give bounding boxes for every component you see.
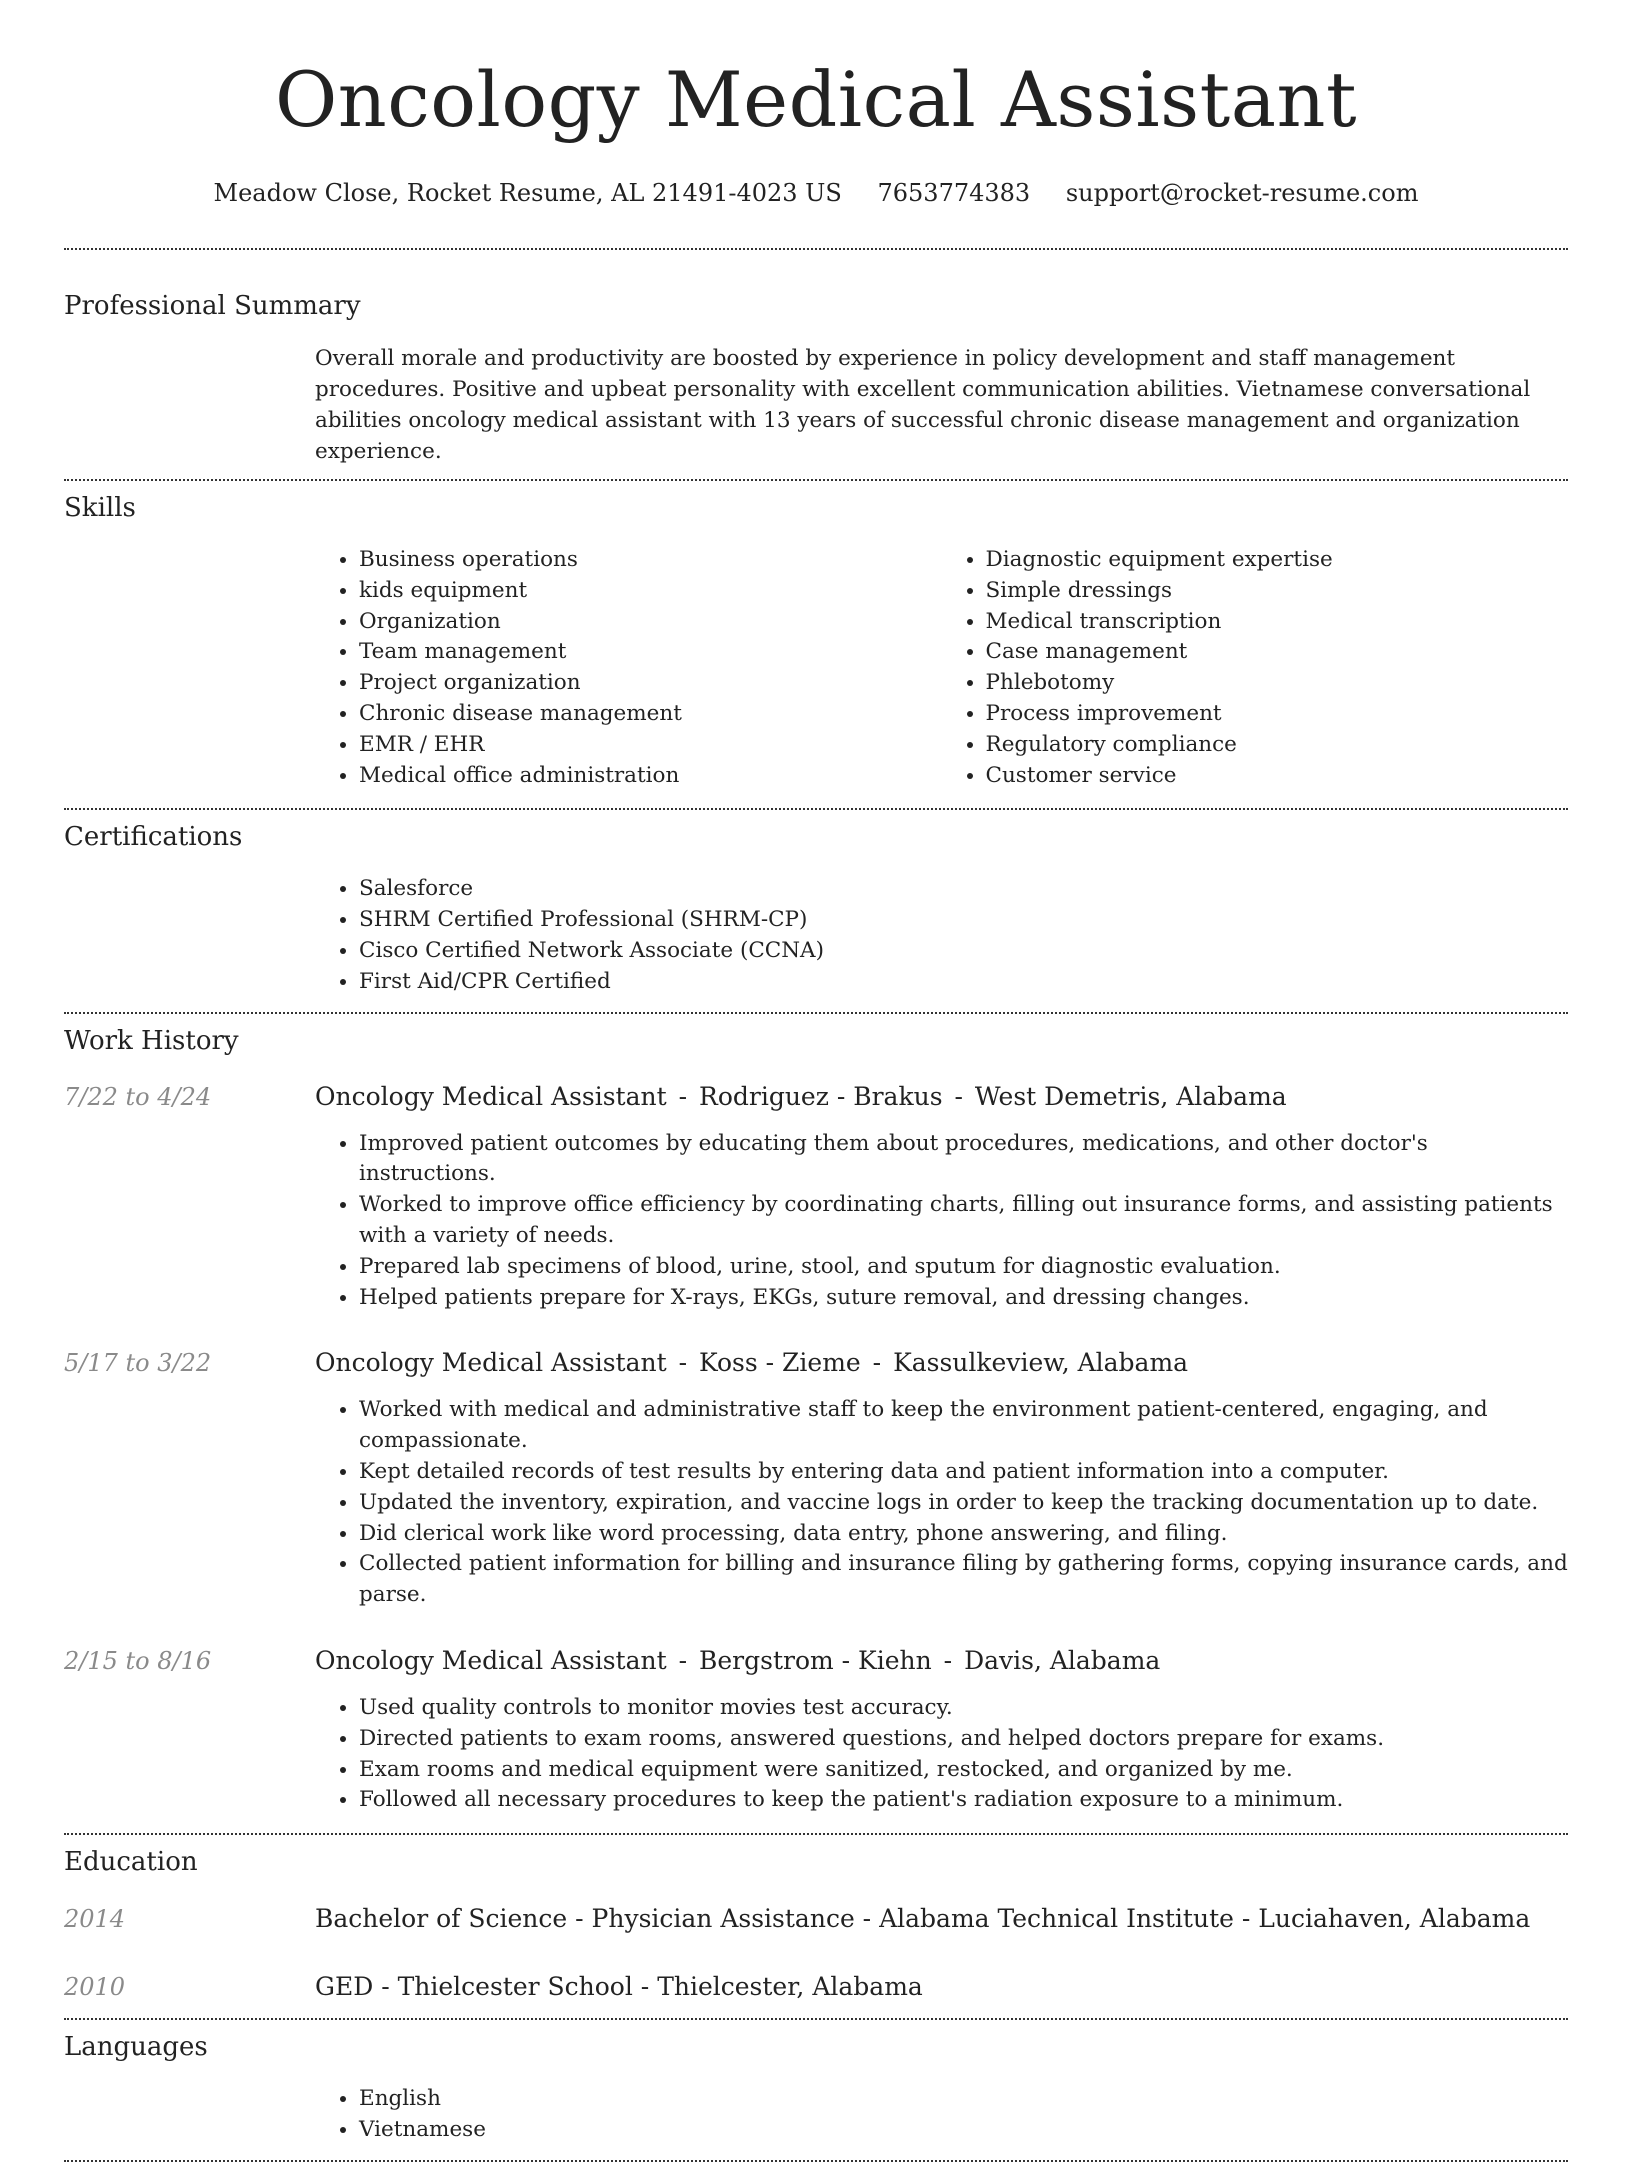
job-header [64, 1081, 1568, 1113]
job-heading: Oncology Medical Assistant - Rodriguez - Brakus - West Demetris, Alabama [315, 1081, 1287, 1111]
education-section [64, 1845, 1568, 2003]
list-item: • Diagnostic equipment expertise [986, 545, 1569, 576]
list-item: • Project organization [359, 668, 942, 699]
list-item: • EMR / EHR [359, 730, 942, 761]
section-title-summary: Professional Summary [64, 291, 361, 321]
divider [64, 1833, 1568, 1835]
list-item: • Helped patients prepare for X-rays, EKGs, suture removal, and dressing changes. [359, 1283, 1568, 1314]
education-text: GED - Thielcester School - Thielcester, Alabama [315, 1972, 923, 2002]
list-item: • Prepared lab specimens of blood, urine, stool, and sputum for diagnostic evaluation. [359, 1252, 1568, 1283]
job-details [315, 1395, 1568, 1611]
list-item: • Worked to improve office efficiency by coordinating charts, filling out insurance forms, and assisting patients with a variety of needs. [359, 1190, 1568, 1252]
job-location: Kassulkeview, Alabama [893, 1348, 1189, 1378]
skills-section [64, 491, 1568, 791]
list-item: • Improved patient outcomes by educating them about procedures, medications, and other doctor's instructions. [359, 1129, 1568, 1191]
list-item: • Directed patients to exam rooms, answered questions, and helped doctors prepare for exams. [359, 1724, 1568, 1755]
job-bullets [315, 1693, 1568, 1816]
section-title-certifications: Certifications [64, 822, 243, 853]
list-item: • Worked with medical and administrative staff to keep the environment patient-centered, engaging, and compassionate. [359, 1395, 1568, 1457]
list-item: • Chronic disease management [359, 699, 942, 730]
divider [64, 479, 1568, 481]
job-title: Oncology Medical Assistant [315, 1348, 667, 1378]
list-item: • Used quality controls to monitor movies test accuracy. [359, 1693, 1568, 1724]
skills-columns [315, 545, 1568, 791]
skills-list-left [315, 545, 942, 791]
job-company: Rodriguez - Brakus [699, 1081, 943, 1111]
job-heading: Oncology Medical Assistant - Koss - Zieme - Kassulkeview, Alabama [315, 1348, 1189, 1378]
list-item: • Vietnamese [359, 2115, 1568, 2146]
list-item: • Cisco Certified Network Associate (CCNA) [359, 936, 1568, 967]
section-title-skills: Skills [64, 493, 136, 523]
list-item: • English [359, 2084, 1568, 2115]
languages-content [315, 2084, 1568, 2146]
list-item: • Process improvement [986, 699, 1569, 730]
certifications-section [64, 820, 1568, 997]
list-item: • Regulatory compliance [986, 730, 1569, 761]
list-item: • Phlebotomy [986, 668, 1569, 699]
job-title: Oncology Medical Assistant [315, 1645, 667, 1675]
list-item: • kids equipment [359, 576, 942, 607]
divider [64, 2160, 1568, 2162]
list-item: • SHRM Certified Professional (SHRM-CP) [359, 905, 1568, 936]
certifications-content [315, 874, 1568, 997]
job-dates: 2/15 to 8/16 [64, 1646, 212, 1675]
divider [64, 2018, 1568, 2020]
job-title: Oncology Medical Assistant [315, 1081, 667, 1111]
job-header [64, 1645, 1568, 1677]
contact-address: Meadow Close, Rocket Resume, AL 21491-4023 US [213, 179, 842, 207]
job-entry [64, 1081, 1568, 1314]
summary-text: Overall morale and productivity are boosted by experience in policy development and staff management procedures. Positive and upbeat personality with excellent communication abilities. Vietnamese conversational abilities oncology medical assistant with 13 years of successful chronic disease management and organization experience. [315, 346, 1531, 464]
list-item: • Followed all necessary procedures to keep the patient's radiation exposure to a minimum. [359, 1785, 1568, 1816]
certifications-list [315, 874, 1568, 997]
list-item: • Team management [359, 637, 942, 668]
job-company: Bergstrom - Kiehn [699, 1645, 932, 1675]
education-entry [64, 1903, 1568, 1935]
job-dates: 5/17 to 3/22 [64, 1349, 212, 1378]
list-item: • Medical office administration [359, 761, 942, 792]
summary-section [64, 289, 1568, 467]
job-entry [64, 1645, 1568, 1816]
languages-section [64, 2030, 1568, 2146]
contact-phone: 7653774383 [877, 179, 1031, 207]
list-item: • Did clerical work like word processing, data entry, phone answering, and filing. [359, 1519, 1568, 1550]
job-bullets [315, 1129, 1568, 1314]
section-title-education: Education [64, 1847, 198, 1878]
job-details [315, 1693, 1568, 1816]
list-item: • Salesforce [359, 874, 1568, 905]
job-entry [64, 1347, 1568, 1611]
job-bullets [315, 1395, 1568, 1611]
list-item: • Case management [986, 637, 1569, 668]
contact-email: support@rocket-resume.com [1065, 179, 1419, 207]
education-entry [64, 1971, 1568, 2003]
skills-list-right [942, 545, 1569, 791]
job-location: West Demetris, Alabama [974, 1081, 1287, 1111]
job-location: Davis, Alabama [964, 1645, 1161, 1675]
list-item: • Business operations [359, 545, 942, 576]
list-item: • Exam rooms and medical equipment were sanitized, restocked, and organized by me. [359, 1755, 1568, 1786]
divider [64, 1012, 1568, 1014]
job-details [315, 1129, 1568, 1314]
job-header [64, 1347, 1568, 1379]
section-title-work: Work History [64, 1025, 239, 1056]
contact-line [64, 178, 1568, 208]
education-year: 2014 [64, 1905, 126, 1934]
education-text: Bachelor of Science - Physician Assistance - Alabama Technical Institute - Luciahaven, Alabama [315, 1904, 1531, 1934]
education-year: 2010 [64, 1973, 126, 2002]
list-item: • First Aid/CPR Certified [359, 967, 1568, 998]
list-item: • Kept detailed records of test results by entering data and patient information into a computer. [359, 1457, 1568, 1488]
work-history-section [64, 1024, 1568, 1817]
list-item: • Medical transcription [986, 607, 1569, 638]
job-company: Koss - Zieme [699, 1348, 861, 1378]
list-item: • Collected patient information for billing and insurance filing by gathering forms, copying insurance cards, and parse. [359, 1549, 1568, 1611]
list-item: • Simple dressings [986, 576, 1569, 607]
divider [64, 248, 1568, 250]
languages-list [315, 2084, 1568, 2146]
divider [64, 808, 1568, 810]
list-item: • Customer service [986, 761, 1569, 792]
candidate-name: Oncology Medical Assistant [274, 55, 1357, 144]
job-dates: 7/22 to 4/24 [64, 1082, 212, 1111]
list-item: • Updated the inventory, expiration, and vaccine logs in order to keep the tracking documentation up to date. [359, 1488, 1568, 1519]
list-item: • Organization [359, 607, 942, 638]
job-heading: Oncology Medical Assistant - Bergstrom - Kiehn - Davis, Alabama [315, 1645, 1161, 1675]
section-title-languages: Languages [64, 2032, 208, 2063]
